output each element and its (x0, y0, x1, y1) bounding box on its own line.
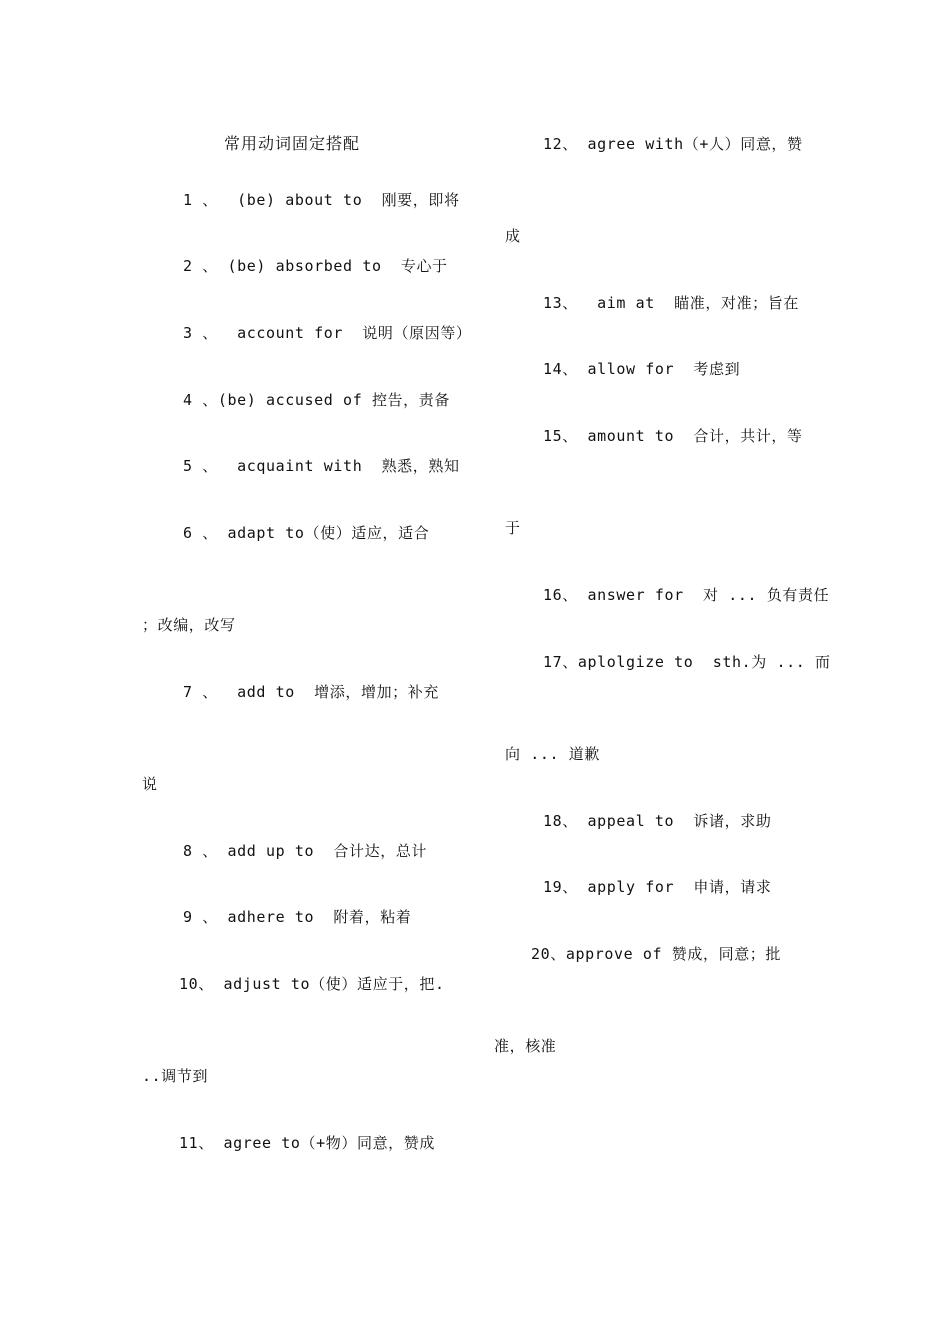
entry-continuation: 于 (505, 519, 521, 537)
entry-line: 11、 agree to（+物）同意，赞成 (179, 1134, 435, 1152)
entry-line: 8 、 add up to 合计达，总计 (183, 842, 428, 860)
entry-line: 19、 apply for 申请，请求 (543, 878, 772, 896)
entry-continuation: ..调节到 (142, 1067, 209, 1085)
entry-continuation: 准，核准 (494, 1037, 557, 1055)
entry-line: 15、 amount to 合计，共计，等 (543, 427, 803, 445)
entry-line: 12、 agree with（+人）同意，赞 (543, 135, 803, 153)
entry-line: 17、aplolgize to sth.为 ... 而 (543, 653, 831, 671)
entry-line: 1 、 (be) about to 刚要，即将 (183, 191, 460, 209)
entry-line: 2 、 (be) absorbed to 专心于 (183, 257, 448, 275)
entry-line: 13、 aim at 瞄准，对准；旨在 (543, 294, 799, 312)
entry-line: 18、 appeal to 诉诸，求助 (543, 812, 772, 830)
entry-continuation: ；改编，改写 (142, 616, 236, 634)
entry-continuation: 成 (505, 227, 521, 245)
entry-line: 14、 allow for 考虑到 (543, 360, 741, 378)
entry-line: 5 、 acquaint with 熟悉，熟知 (183, 457, 460, 475)
entry-continuation: 说 (142, 775, 158, 793)
entry-line: 7 、 add to 增添，增加；补充 (183, 683, 439, 701)
page-title: 常用动词固定搭配 (224, 134, 361, 153)
entry-line: 20、approve of 赞成，同意；批 (531, 945, 782, 963)
entry-line: 6 、 adapt to（使）适应，适合 (183, 524, 430, 542)
entry-line: 3 、 account for 说明（原因等） (183, 324, 472, 342)
entry-continuation: 向 ... 道歉 (505, 745, 600, 763)
entry-line: 10、 adjust to（使）适应于，把. (179, 975, 445, 993)
entry-line: 16、 answer for 对 ... 负有责任 (543, 586, 830, 604)
entry-line: 9 、 adhere to 附着，粘着 (183, 908, 412, 926)
entry-line: 4 、(be) accused of 控告，责备 (183, 391, 450, 409)
